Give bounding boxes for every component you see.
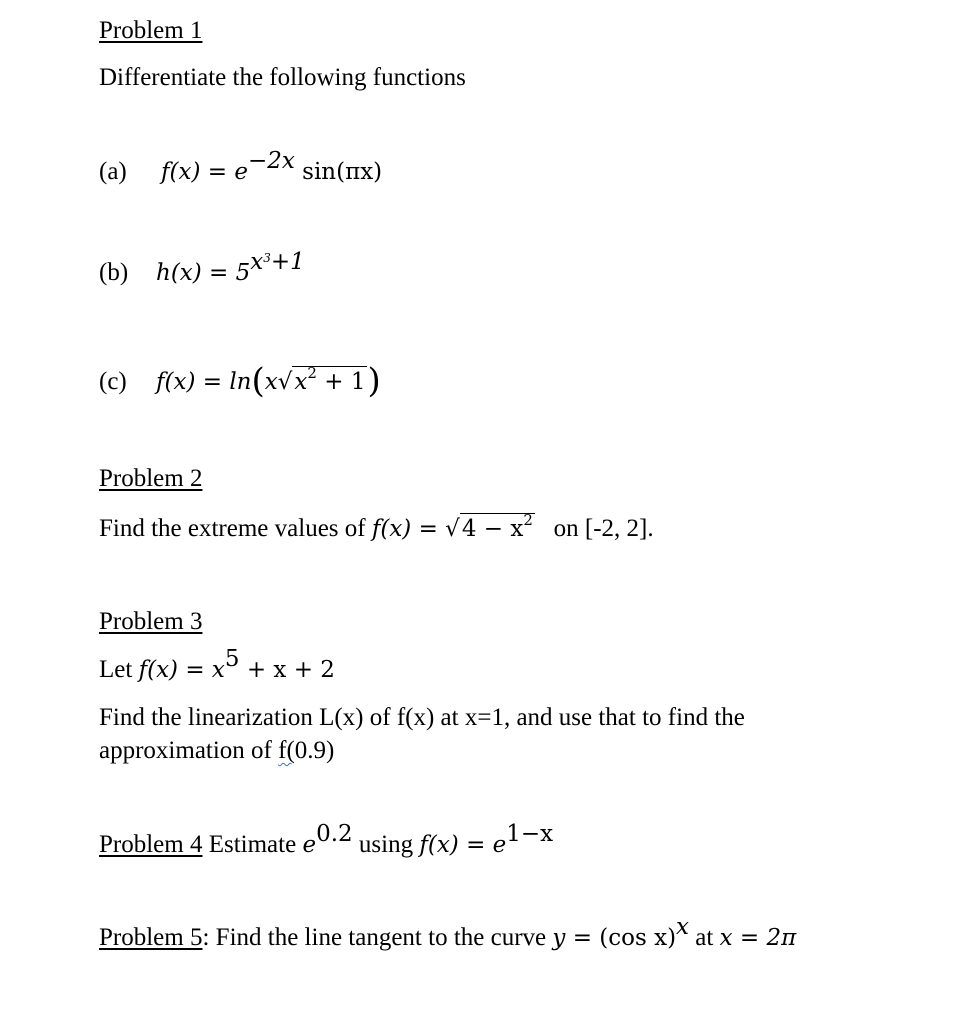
part-a-exponent: −2x — [247, 148, 295, 174]
problem-4: Problem 4 Estimate $e^{0.2}$ using $f(x) = e^{1-x}$ — [99, 821, 554, 858]
part-c-lhs: f(x) = ln — [156, 369, 252, 395]
problem-3-line2: approximation of f(0.9) — [99, 737, 335, 764]
problem-3-function: Let $f(x) = x^5 + x + 2$ — [99, 646, 335, 683]
spellcheck-underline: f( — [278, 737, 295, 764]
problem-1a — [99, 148, 383, 187]
problem-2-title: Problem 2 — [99, 465, 203, 492]
part-c-label: (c) — [99, 368, 127, 395]
sqrt-symbol: $√x^2 + 1$ — [277, 364, 366, 395]
problem-1-title: Problem 1 — [99, 17, 203, 44]
part-a-label: (a) — [99, 158, 127, 185]
part-b-label: (b) — [99, 259, 129, 286]
sqrt-symbol: $√4 - x^2$ — [445, 511, 533, 542]
problem-5-title: Problem 5 — [99, 924, 203, 951]
part-a-rest: sin(πx) — [294, 159, 383, 185]
problem-1b — [99, 249, 305, 288]
problem-1c: (c) $f(x) = \ln(x√x^2 + 1)$ — [99, 361, 381, 401]
problem-3-title: Problem 3 — [99, 608, 203, 635]
problem-3-line1: Find the linearization L(x) of f(x) at x=1, and use that to find the — [99, 704, 745, 731]
part-b-lhs: h(x) = 5 — [156, 260, 251, 286]
problem-4-title: Problem 4 — [99, 831, 203, 858]
part-b-exponent: x3+1 — [250, 249, 305, 275]
problem-1-instruction: Differentiate the following functions — [99, 64, 466, 91]
problem-2-text: Find the extreme values of $f(x) = √4 - x^2$ on [-2, 2]. — [99, 511, 654, 542]
problem-5: Problem 5: Find the line tangent to the curve y = (cos x)$^x$ at x = 2π — [99, 914, 797, 951]
part-a-lhs: f(x) = e — [161, 159, 248, 185]
